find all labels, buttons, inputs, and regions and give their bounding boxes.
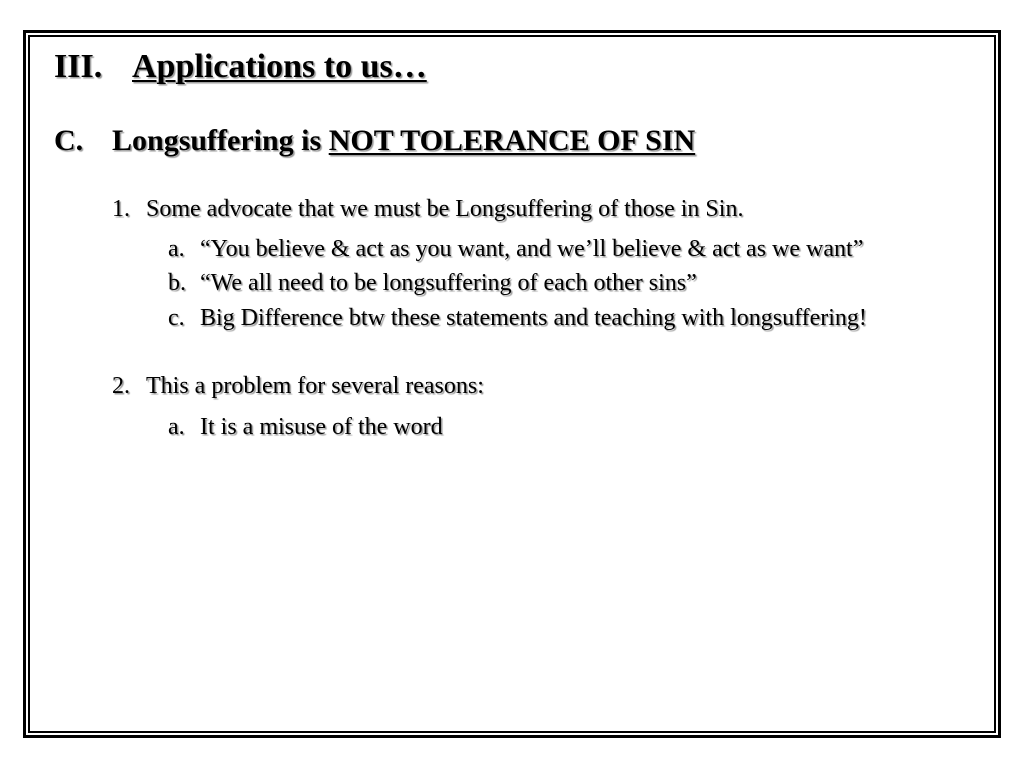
subsection-heading [54, 124, 695, 158]
subpoint-text: Big Difference btw these statements and teaching with longsuffering! [200, 305, 867, 331]
point-1 [112, 196, 743, 223]
point-1-sub-a [168, 236, 863, 263]
section-title: Applications to us… [132, 48, 427, 85]
subsection-letter: C. [54, 124, 84, 157]
point-2 [112, 373, 484, 400]
point-2-sub-a [168, 414, 443, 441]
point-1-sub-c [168, 305, 867, 332]
subsection-title-plain: Longsuffering is [112, 124, 329, 157]
point-text: Some advocate that we must be Longsuffering of those in Sin. [146, 196, 744, 222]
subpoint-text: “You believe & act as you want, and we’ll believe & act as we want” [200, 236, 864, 262]
subsection-title-emphasis: NOT TOLERANCE OF SIN [328, 124, 696, 157]
subpoint-letter: b. [168, 270, 186, 296]
subpoint-letter: c. [168, 305, 185, 331]
point-number: 1. [112, 196, 130, 222]
subpoint-text: It is a misuse of the word [200, 414, 443, 440]
subpoint-letter: a. [168, 414, 185, 440]
point-number: 2. [112, 373, 130, 399]
point-text: This a problem for several reasons: [146, 373, 484, 399]
subpoint-text: “We all need to be longsuffering of each other sins” [200, 270, 697, 296]
section-heading [54, 48, 427, 86]
section-number: III. [54, 48, 103, 85]
point-1-sub-b [168, 270, 697, 297]
subpoint-letter: a. [168, 236, 185, 262]
